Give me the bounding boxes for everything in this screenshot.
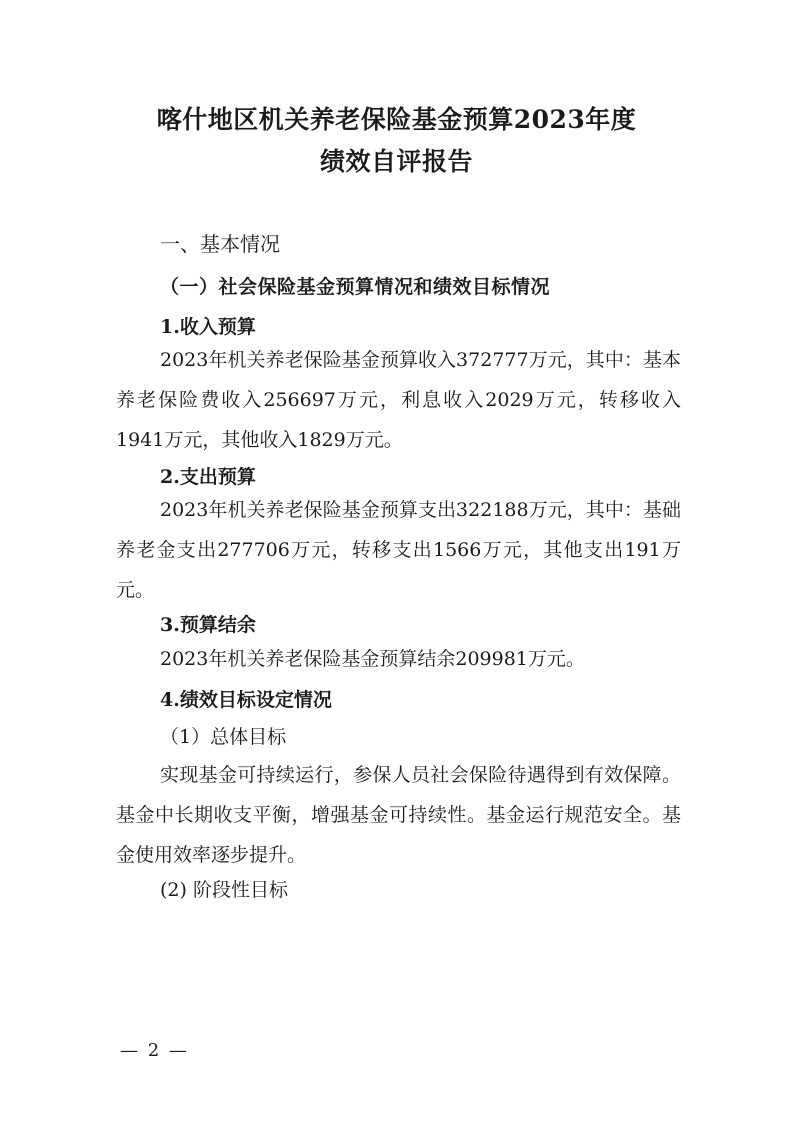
overall-goal-label: （1）总体目标 [160,726,287,748]
expense-budget-heading: 2.支出预算 [160,466,256,488]
budget-balance-heading: 3.预算结余 [160,614,256,636]
subsection-heading-budget-and-goals: （一）社会保险基金预算情况和绩效目标情况 [160,276,551,298]
performance-goals-heading: 4.绩效目标设定情况 [160,689,332,711]
income-budget-heading: 1.收入预算 [160,316,256,338]
budget-balance-paragraph: 2023年机关养老保险基金预算结余209981万元。 [160,648,585,670]
expense-budget-paragraph: 2023年机关养老保险基金预算支出322188万元，其中：基础养老金支出277706万元，转移支出1566万元，其他支出191万元。 [116,499,681,601]
section-heading-basic-situation: 一、基本情况 [160,232,280,256]
report-title-line2: 绩效自评报告 [319,147,473,176]
stage-goal-label: (2) 阶段性目标 [160,879,288,901]
report-title-line1: 喀什地区机关养老保险基金预算2023年度 [156,105,637,134]
income-budget-paragraph: 2023年机关养老保险基金预算收入372777万元，其中：基本养老保险费收入256697万元，利息收入2029万元，转移收入1941万元，其他收入1829万元。 [116,349,681,451]
overall-goal-paragraph: 实现基金可持续运行，参保人员社会保险待遇得到有效保障。基金中长期收支平衡，增强基金可持续性。基金运行规范安全。基金使用效率逐步提升。 [116,764,681,866]
page-number: — 2 — [120,1040,189,1061]
